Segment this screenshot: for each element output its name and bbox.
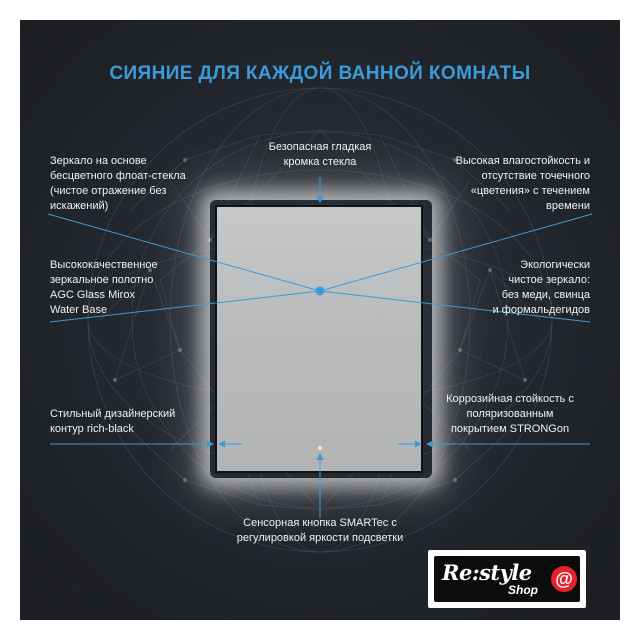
feature-label-touch-button: Сенсорная кнопка SMARTec с регулировкой яркости подсветки — [236, 517, 404, 544]
brand-logo-main-text: Re:style — [442, 560, 532, 585]
brand-at-icon: @ — [551, 566, 577, 592]
infographic-panel — [20, 20, 620, 620]
feature-label-eco-mirror: Экологически чистое зеркало: без меди, свинца и формальдегидов — [492, 259, 590, 316]
page-title: СИЯНИЕ ДЛЯ КАЖДОЙ ВАННОЙ КОМНАТЫ — [109, 63, 531, 84]
brand-logo[interactable] — [428, 550, 586, 608]
feature-label-agc-glass: Высококачественное зеркальное полотно AGC Glass Mirox Water Base — [50, 259, 158, 316]
brand-logo-plate — [434, 556, 580, 602]
brand-logo-sub-text: Shop — [508, 583, 538, 597]
touch-sensor-dot-icon — [318, 446, 322, 450]
feature-label-corrosion-resistance: Коррозийная стойкость с поляризованным покрытием STRONGon — [446, 393, 574, 435]
center-point-icon — [316, 287, 325, 296]
feature-label-smooth-edge: Безопасная гладкая кромка стекла — [268, 141, 372, 168]
feature-label-moisture-resistance: Высокая влагостойкость и отсутствие точечного «цветения» с течением времени — [455, 155, 590, 212]
feature-label-float-glass: Зеркало на основе бесцветного флоат-стекла (чистое отражение без искажений) — [50, 155, 186, 212]
feature-label-rich-black-contour: Стильный дизайнерский контур rich-black — [50, 408, 176, 435]
